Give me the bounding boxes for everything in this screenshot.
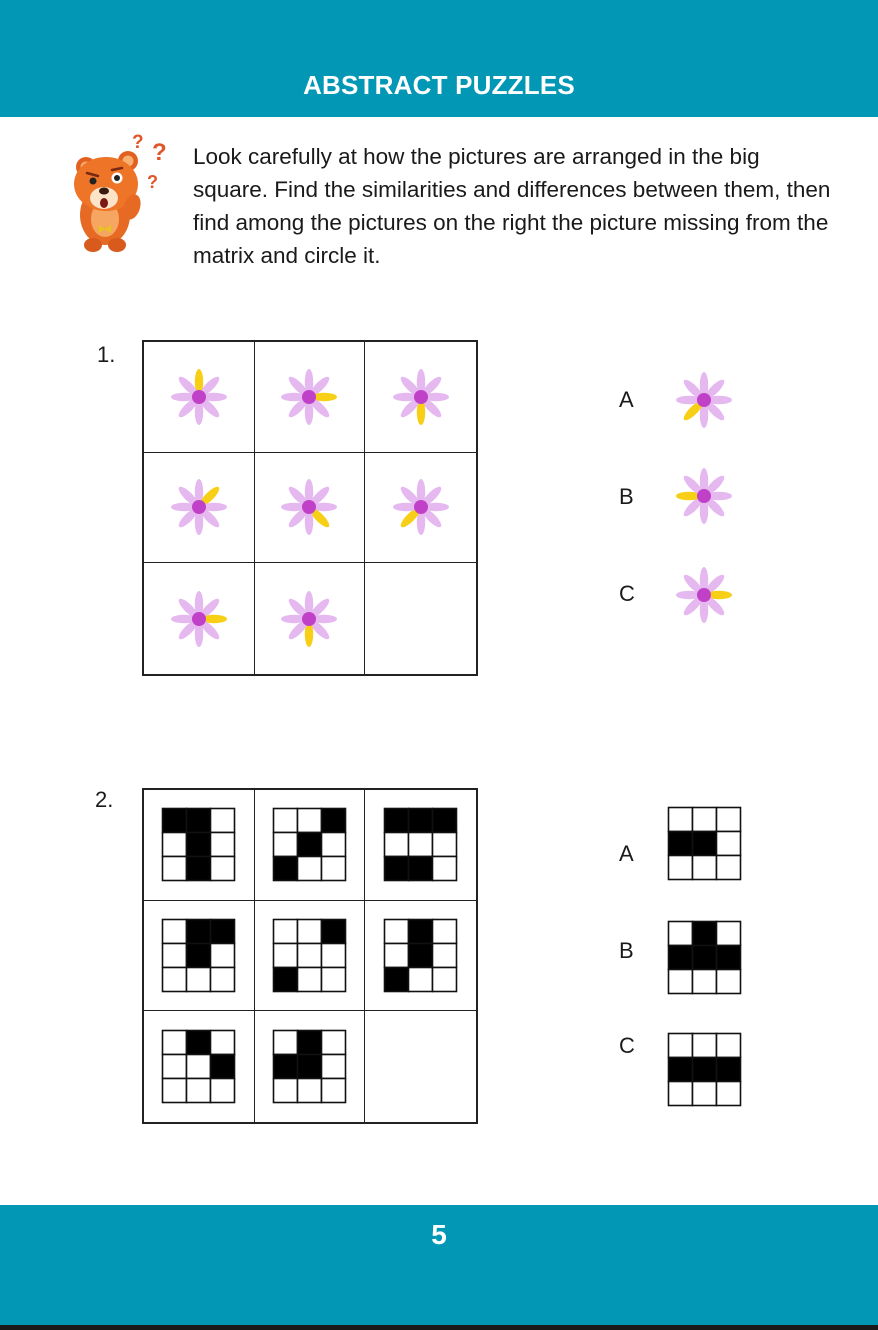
pattern-cell-filled	[693, 1058, 717, 1082]
puzzle-2-option-c[interactable]	[667, 1032, 742, 1107]
puzzle-1-cell	[365, 453, 476, 564]
pattern-cell-filled	[717, 946, 741, 970]
pattern-cell-filled	[273, 857, 297, 881]
pattern-cell-empty	[273, 943, 297, 967]
flower-center	[414, 390, 428, 404]
pattern-cell-filled	[187, 857, 211, 881]
flower-icon	[672, 464, 736, 528]
pattern-cell-empty	[297, 943, 321, 967]
pattern-cell-empty	[187, 967, 211, 991]
pattern-cell-empty	[693, 856, 717, 880]
puzzle-2-cell	[144, 1011, 255, 1122]
puzzle-2-option-a-label: A	[619, 841, 634, 866]
flower-icon	[277, 587, 341, 651]
pattern-cell-filled	[211, 919, 235, 943]
instructions-text: Look carefully at how the pictures are arranged in the big square. Find the similarities and differences between them, then find among the pictures on the right the picture missing from the matrix and circle it.	[193, 144, 831, 268]
pattern-grid-icon	[667, 920, 742, 995]
pattern-cell-filled	[409, 809, 433, 833]
puzzle-2-cell	[365, 790, 476, 901]
pattern-cell-empty	[211, 967, 235, 991]
puzzle-2-cell	[144, 901, 255, 1012]
puzzle-1-cell	[255, 563, 366, 674]
pattern-grid-icon	[161, 918, 236, 993]
puzzle-2-option-b-label: B	[619, 938, 634, 963]
puzzle-1-option-a[interactable]	[672, 368, 736, 432]
pattern-cell-empty	[693, 808, 717, 832]
puzzle-1-missing-cell	[365, 563, 476, 674]
pattern-cell-empty	[211, 1031, 235, 1055]
pattern-cell-empty	[433, 833, 457, 857]
pattern-cell-empty	[321, 1031, 345, 1055]
flower-icon	[277, 365, 341, 429]
page-title: ABSTRACT PUZZLES	[303, 70, 575, 100]
flower-center	[192, 500, 206, 514]
flower-icon	[167, 475, 231, 539]
pattern-cell-empty	[163, 919, 187, 943]
puzzle-1-cell	[144, 453, 255, 564]
question-mark: ?	[132, 132, 144, 153]
pattern-cell-filled	[409, 919, 433, 943]
flower-center	[302, 390, 316, 404]
pattern-cell-empty	[321, 857, 345, 881]
pattern-grid-icon	[383, 918, 458, 993]
pattern-cell-filled	[321, 809, 345, 833]
puzzle-2-option-c-label: C	[619, 1033, 635, 1058]
pattern-cell-empty	[717, 1082, 741, 1106]
pattern-cell-empty	[669, 970, 693, 994]
footer-divider	[0, 1325, 878, 1330]
pattern-cell-empty	[273, 919, 297, 943]
pattern-cell-empty	[693, 970, 717, 994]
pattern-cell-filled	[385, 857, 409, 881]
pattern-cell-filled	[297, 1055, 321, 1079]
pattern-cell-empty	[717, 856, 741, 880]
flower-icon	[167, 365, 231, 429]
pattern-grid-icon	[383, 807, 458, 882]
pattern-cell-empty	[717, 1034, 741, 1058]
pattern-grid-icon	[272, 918, 347, 993]
pattern-cell-empty	[163, 1031, 187, 1055]
pattern-cell-empty	[717, 832, 741, 856]
pattern-cell-filled	[321, 919, 345, 943]
pattern-cell-filled	[297, 833, 321, 857]
flower-center	[697, 489, 711, 503]
puzzle-1-cell	[255, 453, 366, 564]
puzzle-2-cell	[255, 1011, 366, 1122]
teddy-bear-question-icon	[66, 128, 178, 260]
pattern-cell-empty	[297, 809, 321, 833]
pattern-cell-filled	[669, 832, 693, 856]
flower-center	[302, 500, 316, 514]
pattern-cell-empty	[163, 1079, 187, 1103]
pattern-cell-empty	[187, 1055, 211, 1079]
pattern-cell-empty	[273, 833, 297, 857]
pattern-cell-empty	[717, 970, 741, 994]
pattern-cell-empty	[273, 1031, 297, 1055]
flower-center	[192, 612, 206, 626]
pattern-grid-icon	[161, 807, 236, 882]
puzzle-1-number: 1.	[97, 342, 116, 367]
pattern-cell-filled	[409, 943, 433, 967]
puzzle-2-option-b[interactable]	[667, 920, 742, 995]
puzzle-1-option-b-label: B	[619, 484, 634, 509]
flower-icon	[167, 587, 231, 651]
puzzle-1-cell	[365, 342, 476, 453]
pattern-cell-filled	[669, 1058, 693, 1082]
pattern-cell-empty	[211, 833, 235, 857]
pattern-cell-empty	[669, 1082, 693, 1106]
pattern-cell-empty	[297, 857, 321, 881]
puzzle-1-cell	[144, 563, 255, 674]
flower-center	[697, 588, 711, 602]
flower-center	[414, 500, 428, 514]
pattern-cell-filled	[385, 809, 409, 833]
flower-icon	[389, 365, 453, 429]
flower-center	[697, 393, 711, 407]
pattern-cell-empty	[717, 922, 741, 946]
flower-center	[302, 612, 316, 626]
pattern-cell-empty	[669, 808, 693, 832]
pattern-cell-empty	[273, 809, 297, 833]
puzzle-1-option-b[interactable]	[672, 464, 736, 528]
flower-icon	[672, 563, 736, 627]
puzzle-1-option-c-label: C	[619, 581, 635, 606]
pattern-cell-empty	[433, 857, 457, 881]
flower-center	[192, 390, 206, 404]
puzzle-2-cell	[255, 790, 366, 901]
puzzle-2-missing-cell	[365, 1011, 476, 1122]
pattern-cell-empty	[163, 943, 187, 967]
pattern-cell-filled	[297, 1031, 321, 1055]
pattern-cell-filled	[163, 809, 187, 833]
pattern-grid-icon	[667, 806, 742, 881]
pattern-cell-empty	[433, 943, 457, 967]
pattern-cell-empty	[163, 857, 187, 881]
flower-icon	[277, 475, 341, 539]
puzzle-1-matrix	[142, 340, 478, 676]
pattern-cell-empty	[321, 833, 345, 857]
pattern-cell-empty	[211, 943, 235, 967]
pattern-cell-empty	[321, 1055, 345, 1079]
puzzle-1-option-a-label: A	[619, 387, 634, 412]
pattern-cell-empty	[669, 1034, 693, 1058]
pattern-cell-empty	[385, 943, 409, 967]
pattern-cell-empty	[297, 919, 321, 943]
pattern-cell-empty	[433, 919, 457, 943]
pattern-cell-empty	[163, 833, 187, 857]
pattern-cell-empty	[385, 833, 409, 857]
pattern-cell-empty	[693, 1034, 717, 1058]
puzzle-1-option-c[interactable]	[672, 563, 736, 627]
pattern-cell-empty	[669, 856, 693, 880]
page-number: 5	[431, 1219, 447, 1250]
pattern-cell-filled	[385, 967, 409, 991]
puzzle-2-cell	[144, 790, 255, 901]
pattern-cell-filled	[693, 946, 717, 970]
pattern-grid-icon	[161, 1029, 236, 1104]
pattern-cell-empty	[321, 1079, 345, 1103]
puzzle-2-cell	[365, 901, 476, 1012]
pattern-cell-empty	[163, 967, 187, 991]
pattern-cell-empty	[211, 1079, 235, 1103]
pattern-grid-icon	[272, 807, 347, 882]
question-mark: ?	[147, 172, 158, 192]
pattern-cell-filled	[693, 832, 717, 856]
pattern-cell-empty	[211, 809, 235, 833]
puzzle-1-cell	[144, 342, 255, 453]
pattern-cell-empty	[163, 1055, 187, 1079]
pattern-cell-empty	[669, 922, 693, 946]
puzzle-1-cell	[255, 342, 366, 453]
pattern-cell-filled	[187, 833, 211, 857]
pattern-cell-empty	[385, 919, 409, 943]
pattern-cell-filled	[273, 967, 297, 991]
pattern-cell-empty	[297, 967, 321, 991]
pattern-cell-filled	[187, 1031, 211, 1055]
pattern-cell-filled	[273, 1055, 297, 1079]
pattern-cell-empty	[187, 1079, 211, 1103]
pattern-cell-empty	[693, 1082, 717, 1106]
flower-icon	[672, 368, 736, 432]
pattern-cell-filled	[409, 857, 433, 881]
flower-icon	[389, 475, 453, 539]
pattern-cell-filled	[211, 1055, 235, 1079]
pattern-cell-empty	[717, 808, 741, 832]
pattern-cell-empty	[273, 1079, 297, 1103]
pattern-cell-empty	[409, 967, 433, 991]
puzzle-2-option-a[interactable]	[667, 806, 742, 881]
pattern-cell-filled	[187, 809, 211, 833]
pattern-cell-filled	[693, 922, 717, 946]
pattern-cell-empty	[321, 967, 345, 991]
pattern-cell-filled	[187, 943, 211, 967]
pattern-cell-filled	[717, 1058, 741, 1082]
pattern-cell-empty	[297, 1079, 321, 1103]
pattern-cell-filled	[433, 809, 457, 833]
question-mark: ?	[152, 139, 167, 166]
pattern-cell-filled	[669, 946, 693, 970]
puzzle-2-number: 2.	[95, 787, 114, 812]
pattern-grid-icon	[272, 1029, 347, 1104]
pattern-cell-filled	[187, 919, 211, 943]
pattern-grid-icon	[667, 1032, 742, 1107]
puzzle-2-cell	[255, 901, 366, 1012]
puzzle-2-matrix	[142, 788, 478, 1124]
pattern-cell-empty	[211, 857, 235, 881]
pattern-cell-empty	[409, 833, 433, 857]
pattern-cell-empty	[321, 943, 345, 967]
pattern-cell-empty	[433, 967, 457, 991]
